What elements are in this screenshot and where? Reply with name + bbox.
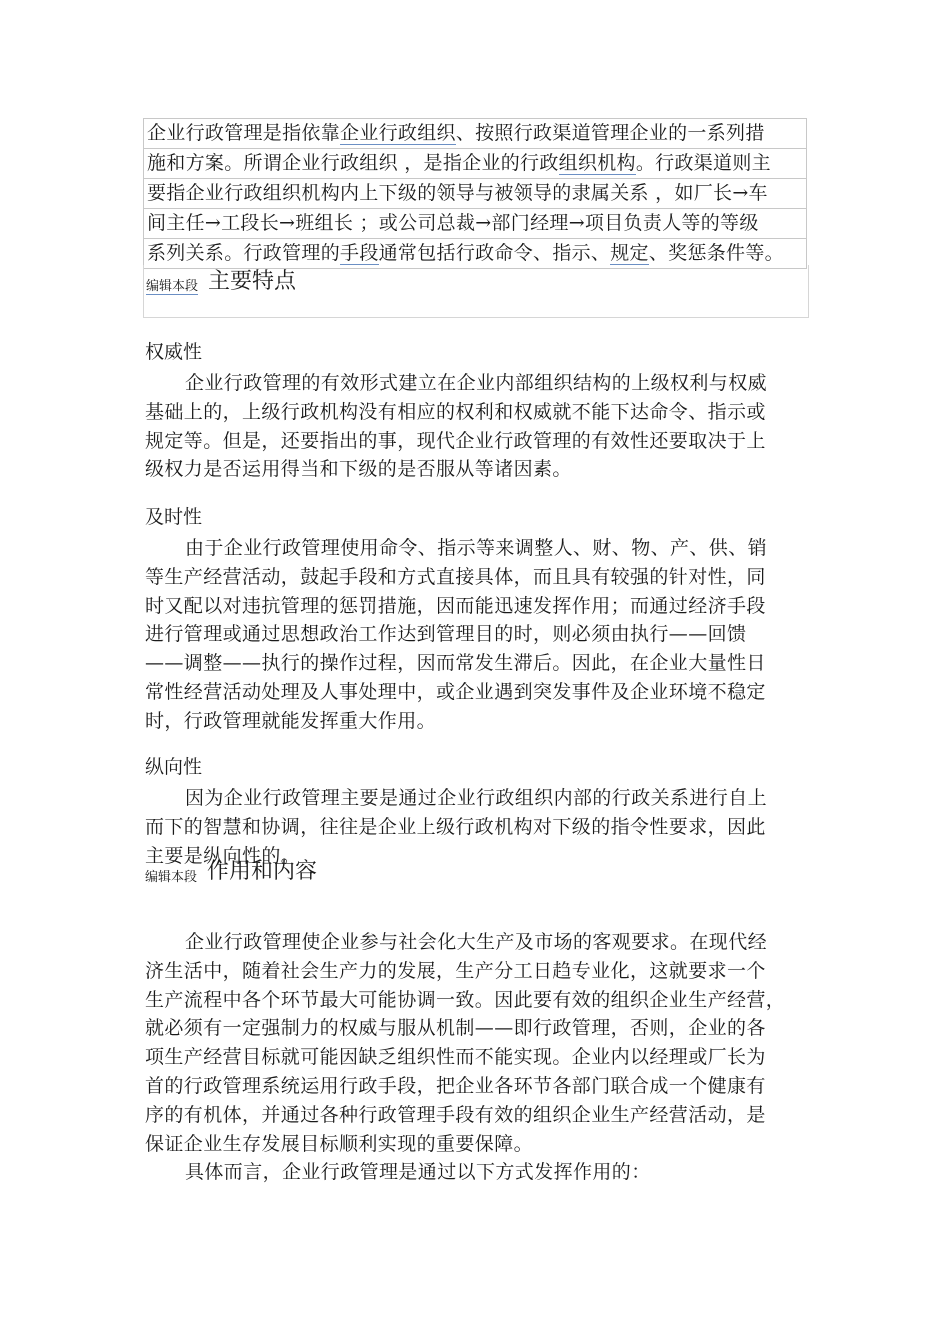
subheading-timeliness: 及时性 [145,506,203,528]
intro-paragraph [143,118,807,269]
section-title: 主要特点 [208,269,297,294]
section-heading-role [143,855,807,907]
intro-line: 间主任→工段长→班组长 ；或公司总裁→部门经理→项目负责人等的等级 [143,209,807,239]
intro-line: 企业行政管理是指依靠企业行政组织、按照行政渠道管理企业的一系列措 [143,118,807,149]
link-org-structure[interactable]: 组织机构 [558,152,636,174]
paragraph-role: 企业行政管理使企业参与社会化大生产及市场的客观要求。在现代经 济生活中，随着社会生产力的发展，生产分工日趋专业化，这就要求一个 生产流程中各个环节最大可能协调一致。因此要有效的组织企业生产经营， 就必须有一定强制力的权威与服从机制——即行政管理，否则，企业的各 项生产经营目标就可能因缺乏组织性而不能实现。企业内以经理或厂长为 首的行政管理系统运用行政手段，把企业各环节各部门联合成一个健康有 序的有机体，并通过各种行政管理手段有效的组织企业生产经营活动，是 保证企业生存发展目标顺利实现的重要保障。 具体而言，企业行政管理是通过以下方式发挥作用的： [145,931,786,1184]
paragraph-authority: 企业行政管理的有效形式建立在企业内部组织结构的上级权利与权威 基础上的，上级行政机构没有相应的权利和权威就不能下达命令、指示或 规定等。但是，还要指出的事，现代企业行政管理的有效性还要取决于上 级权力是否运用得当和下级的是否服从等诸因素。 [145,372,768,481]
intro-line: 施和方案。所谓企业行政组织 ，是指企业的行政组织机构。行政渠道则主 [143,149,807,179]
link-enterprise-admin-org[interactable]: 企业行政组织 [340,122,456,144]
paragraph-timeliness: 由于企业行政管理使用命令、指示等来调整人、财、物、产、供、销 等生产经营活动，鼓起手段和方式直接具体，而且具有较强的针对性，同 时又配以对违抗管理的惩罚措施，因而能迅速发挥作用；而通过经济手段 进行管理或通过思想政治工作达到管理目的时，则必须由执行——回馈 ——调整——执行的操作过程，因而常发生滞后。因此，在企业大量性日 常性经营活动处理及人事处理中，或企业遇到突发事件及企业环境不稳定 时，行政管理就能发挥重大作用。 [145,537,768,732]
edit-section-link[interactable]: 编辑本段 [146,275,198,295]
section-heading-features [143,265,809,318]
paragraph-vertical: 因为企业行政管理主要是通过企业行政组织内部的行政关系进行自上 而下的智慧和协调，往往是企业上级行政机构对下级的指令性要求，因此 主要是纵向性的。 [145,787,768,867]
link-means[interactable]: 手段 [340,242,379,264]
edit-section-link[interactable]: 编辑本段 [145,870,198,885]
subheading-vertical: 纵向性 [145,756,203,778]
intro-line: 系列关系。行政管理的手段通常包括行政命令、指示、规定、奖惩条件等。 [143,239,807,269]
intro-line: 要指企业行政组织机构内上下级的领导与被领导的隶属关系 ，如厂长→车 [143,179,807,209]
subheading-authority: 权威性 [145,341,203,363]
section-title: 作用和内容 [207,859,318,884]
link-regulation[interactable]: 规定 [610,242,649,264]
